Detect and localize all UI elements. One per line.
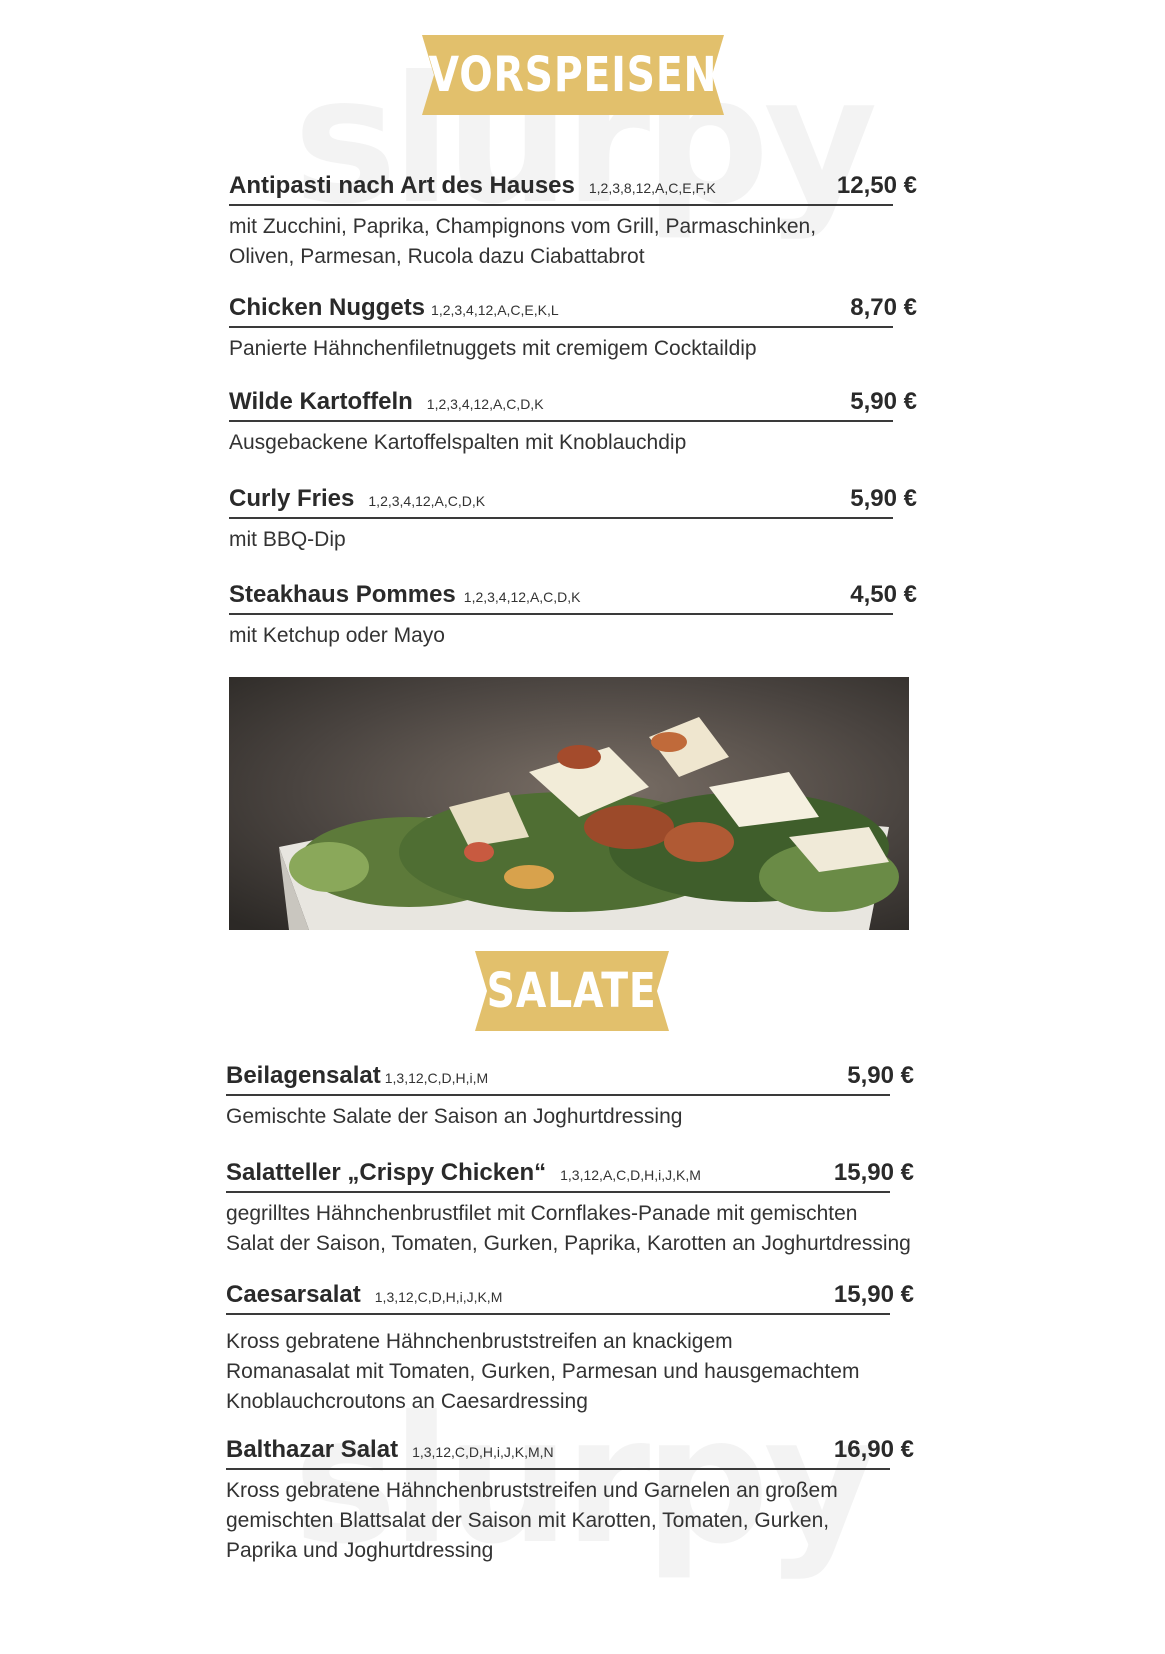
item-price: 5,90 € bbox=[847, 1062, 914, 1089]
menu-item bbox=[226, 1062, 914, 1132]
menu-item bbox=[226, 1159, 914, 1259]
allergen-codes: 1,2,3,8,12,A,C,E,F,K bbox=[588, 180, 716, 196]
allergen-codes: 1,2,3,4,12,A,C,D,K bbox=[426, 396, 544, 412]
item-name: Wilde Kartoffeln bbox=[229, 388, 413, 415]
item-name: Curly Fries bbox=[229, 485, 355, 512]
item-price: 5,90 € bbox=[850, 485, 917, 512]
item-price: 5,90 € bbox=[850, 388, 917, 415]
item-name: Beilagensalat bbox=[226, 1062, 381, 1089]
item-name: Antipasti nach Art des Hauses bbox=[229, 172, 575, 199]
allergen-codes: 1,3,12,C,D,H,i,J,K,M bbox=[374, 1289, 503, 1305]
allergen-codes: 1,3,12,C,D,H,i,J,K,M,N bbox=[412, 1444, 554, 1460]
item-name: Chicken Nuggets bbox=[229, 294, 426, 321]
menu-item bbox=[226, 1436, 914, 1566]
item-description: Panierte Hähnchenfiletnuggets mit cremigem Cocktaildip bbox=[229, 337, 757, 360]
item-name: Caesarsalat bbox=[226, 1281, 361, 1308]
allergen-codes: 1,2,3,4,12,A,C,D,K bbox=[368, 493, 486, 509]
item-name: Balthazar Salat bbox=[226, 1436, 399, 1463]
section-vorspeisen bbox=[229, 172, 917, 652]
item-price: 12,50 € bbox=[836, 172, 917, 199]
item-description: Gemischte Salate der Saison an Joghurtdressing bbox=[226, 1105, 683, 1128]
menu-item bbox=[229, 388, 917, 458]
item-description: Kross gebratene Hähnchenbruststreifen und Garnelen an großem gemischten Blattsalat der Saison mit Karotten, Tomaten, Gurken, Paprika und Joghurtdressing bbox=[226, 1479, 838, 1562]
item-description: Ausgebackene Kartoffelspalten mit Knoblauchdip bbox=[229, 431, 687, 454]
allergen-codes: 1,3,12,A,C,D,H,i,J,K,M bbox=[560, 1167, 701, 1183]
item-description: gegrilltes Hähnchenbrustfilet mit Cornflakes-Panade mit gemischten Salat der Saison, Tomaten, Gurken, Paprika, Karotten an Joghurtdressing bbox=[226, 1202, 911, 1255]
allergen-codes: 1,2,3,4,12,A,C,D,K bbox=[463, 589, 581, 605]
section-title: VORSPEISEN bbox=[428, 47, 718, 103]
caesar-salad-photo bbox=[229, 677, 909, 930]
allergen-codes: 1,2,3,4,12,A,C,E,K,L bbox=[431, 302, 559, 318]
item-price: 16,90 € bbox=[833, 1436, 914, 1463]
section-title: SALATE bbox=[487, 963, 657, 1019]
item-name: Salatteller „Crispy Chicken“ bbox=[226, 1159, 547, 1186]
item-price: 4,50 € bbox=[850, 581, 917, 608]
menu-item bbox=[229, 485, 917, 555]
section-banner-vorspeisen bbox=[422, 35, 724, 115]
menu-item bbox=[229, 172, 917, 272]
allergen-codes: 1,3,12,C,D,H,i,M bbox=[384, 1070, 489, 1086]
menu-item bbox=[229, 294, 917, 364]
menu-item bbox=[229, 581, 917, 651]
item-price: 15,90 € bbox=[833, 1159, 914, 1186]
item-price: 8,70 € bbox=[850, 294, 917, 321]
section-banner-salate bbox=[475, 951, 669, 1031]
item-description: Kross gebratene Hähnchenbruststreifen an knackigem Romanasalat mit Tomaten, Gurken, Parmesan und hausgemachtem Knoblauchcroutons an Caesardressing bbox=[226, 1330, 860, 1413]
item-description: mit Ketchup oder Mayo bbox=[229, 624, 445, 647]
item-name: Steakhaus Pommes bbox=[229, 581, 456, 608]
item-price: 15,90 € bbox=[833, 1281, 914, 1308]
section-salate bbox=[226, 1062, 914, 1582]
menu-item bbox=[226, 1281, 914, 1417]
item-description: mit BBQ-Dip bbox=[229, 528, 346, 551]
item-description: mit Zucchini, Paprika, Champignons vom Grill, Parmaschinken, Oliven, Parmesan, Rucola dazu Ciabattabrot bbox=[229, 215, 817, 268]
